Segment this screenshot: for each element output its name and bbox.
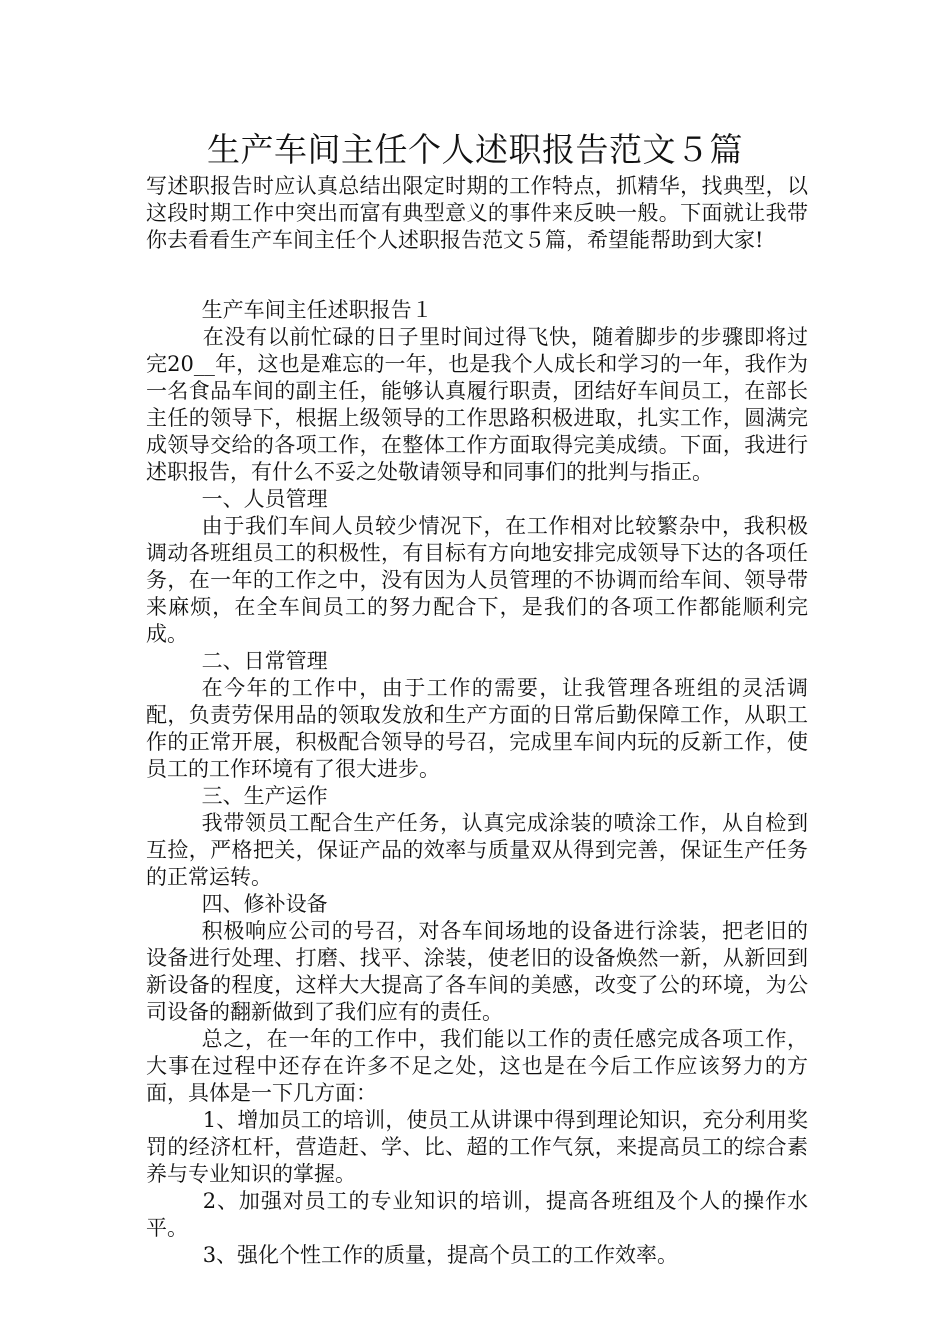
intro-block	[146, 173, 808, 254]
heading-production-operation: 三、生产运作	[201, 784, 328, 808]
intro-paragraph: 写述职报告时应认真总结出限定时期的工作特点，抓精华，找典型，以这段时期工作中突出而富有典型意义的事件来反映一般。下面就让我带你去看看生产车间主任个人述职报告范文５篇，希望能帮助到大家!	[146, 174, 808, 252]
report-body	[146, 297, 808, 1269]
list-item-2: 2、加强对员工的专业知识的培训，提高各班组及个人的操作水平。	[146, 1189, 808, 1240]
heading-equipment-repair: 四、修补设备	[201, 892, 328, 916]
document-title: 生产车间主任个人述职报告范文５篇	[207, 130, 743, 169]
section-title: 生产车间主任述职报告１	[201, 298, 433, 322]
list-item-1: 1、增加员工的培训，使员工从讲课中得到理论知识，充分利用奖罚的经济杠杆，营造赶、学、比、超的工作气氛，来提高员工的综合素养与专业知识的掌握。	[146, 1108, 808, 1186]
paragraph-opening: 在没有以前忙碌的日子里时间过得飞快，随着脚步的步骤即将过完20__年，这也是难忘的一年，也是我个人成长和学习的一年，我作为一名食品车间的副主任，能够认真履行职责，团结好车间员工，在部长主任的领导下，根据上级领导的工作思路积极进取，扎实工作，圆满完成领导交给的各项工作，在整体工作方面取得完美成绩。下面，我进行述职报告，有什么不妥之处敬请领导和同事们的批判与指正。	[146, 325, 808, 484]
list-item-3: 3、强化个性工作的质量，提高个员工的工作效率。	[202, 1243, 679, 1267]
paragraph-personnel-management: 由于我们车间人员较少情况下，在工作相对比较繁杂中，我积极调动各班组员工的积极性，有目标有方向地安排完成领导下达的各项任务，在一年的工作之中，没有因为人员管理的不协调而给车间、领导带来麻烦，在全车间员工的努力配合下，是我们的各项工作都能顺利完成。	[146, 514, 808, 646]
paragraph-summary: 总之，在一年的工作中，我们能以工作的责任感完成各项工作，大事在过程中还存在许多不足之处，这也是在今后工作应该努力的方面，具体是一下几方面：	[146, 1027, 808, 1105]
paragraph-production-operation: 我带领员工配合生产任务，认真完成涂装的喷涂工作，从自检到互捡，严格把关，保证产品的效率与质量双从得到完善，保证生产任务的正常运转。	[146, 811, 808, 889]
heading-personnel-management: 一、人员管理	[201, 487, 328, 511]
heading-daily-management: 二、日常管理	[201, 649, 328, 673]
paragraph-daily-management: 在今年的工作中，由于工作的需要，让我管理各班组的灵活调配，负责劳保用品的领取发放和生产方面的日常后勤保障工作，从职工作的正常开展，积极配合领导的号召，完成里车间内玩的反新工作，使员工的工作环境有了很大进步。	[146, 676, 808, 781]
paragraph-equipment-repair: 积极响应公司的号召，对各车间场地的设备进行涂装，把老旧的设备进行处理、打磨、找平、涂装，使老旧的设备焕然一新，从新回到新设备的程度，这样大大提高了各车间的美感，改变了公的环境，为公司设备的翻新做到了我们应有的责任。	[146, 919, 808, 1024]
